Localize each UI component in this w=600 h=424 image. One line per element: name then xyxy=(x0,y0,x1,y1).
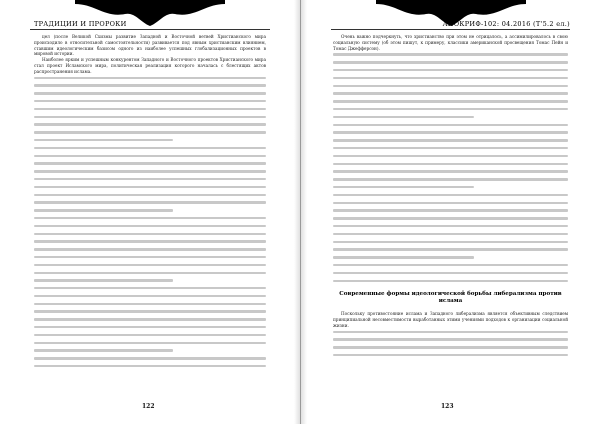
right-spine-shadow xyxy=(301,0,307,424)
text-line xyxy=(34,147,266,153)
left-paragraph-1: цел (после Великой Схизмы развитие Западной и Восточной ветвей Христианского мира происходило в относительной самостоятельности) развивается под явным христианским влиянием, ставшим идеологическим базисом одного из наиболее успешных глобализационных проектов в мировой истории. xyxy=(34,34,266,57)
text-line xyxy=(333,147,568,153)
text-line xyxy=(34,272,266,278)
text-line xyxy=(34,233,266,239)
left-paragraph-2: Наиболее ярким и успешным конкурентом Западного и Восточного проектов Христианского мира стал проект Исламского мира, политическая реализация которого началась с блестящих актов распространения ислама. xyxy=(34,57,266,74)
text-line xyxy=(333,131,568,137)
text-line xyxy=(34,84,266,90)
text-line xyxy=(333,194,568,200)
left-body-text xyxy=(34,34,266,394)
text-line xyxy=(333,186,568,192)
text-line xyxy=(333,248,568,254)
text-line xyxy=(333,155,568,161)
right-page xyxy=(301,0,600,424)
left-spine-shadow xyxy=(294,0,300,424)
text-line xyxy=(34,194,266,200)
text-line xyxy=(34,92,266,98)
text-line xyxy=(333,264,568,270)
text-line xyxy=(333,108,568,114)
text-line xyxy=(333,233,568,239)
text-line xyxy=(34,139,266,145)
text-line xyxy=(333,209,568,215)
text-line xyxy=(333,256,568,262)
text-line xyxy=(333,280,568,286)
right-running-header: АПОКРИФ-102: 04.2016 (Т'5.2 ел.) xyxy=(442,20,570,28)
text-line xyxy=(333,217,568,223)
text-line xyxy=(34,77,266,83)
text-line xyxy=(333,170,568,176)
right-paragraph-after-section: Поскольку противостояние ислама и Западного либерализма является объективным следствием принципиальной несовместимости выработанных этими учениями подходов к организации социальной жизни. xyxy=(333,311,568,328)
right-body-text xyxy=(333,34,568,394)
text-line xyxy=(34,217,266,223)
text-line xyxy=(333,354,568,360)
text-line xyxy=(34,318,266,324)
text-line xyxy=(34,209,266,215)
text-line xyxy=(34,248,266,254)
text-line xyxy=(34,334,266,340)
text-line xyxy=(34,100,266,106)
text-line xyxy=(34,201,266,207)
section-title: Современные формы идеологической борьбы либерализма против ислама xyxy=(339,291,562,305)
text-line xyxy=(333,124,568,130)
text-line xyxy=(333,346,568,352)
text-line xyxy=(34,279,266,285)
text-line xyxy=(34,349,266,355)
text-line xyxy=(34,303,266,309)
text-line xyxy=(34,310,266,316)
text-line xyxy=(34,123,266,129)
text-line xyxy=(34,295,266,301)
text-line xyxy=(34,178,266,184)
text-line xyxy=(34,225,266,231)
text-line xyxy=(34,155,266,161)
text-line xyxy=(333,92,568,98)
left-running-header: ТРАДИЦИИ И ПРОРОКИ xyxy=(34,20,127,28)
text-line xyxy=(34,326,266,332)
text-line xyxy=(333,178,568,184)
left-header-rule xyxy=(30,29,270,30)
text-line xyxy=(34,342,266,348)
text-line xyxy=(34,186,266,192)
text-line xyxy=(34,240,266,246)
text-line xyxy=(333,100,568,106)
text-line xyxy=(34,256,266,262)
text-line xyxy=(333,202,568,208)
text-line xyxy=(34,357,266,363)
text-line xyxy=(34,108,266,114)
text-line xyxy=(333,331,568,337)
text-line xyxy=(333,338,568,344)
left-page-number: 122 xyxy=(142,403,155,410)
text-line xyxy=(333,163,568,169)
right-page-number: 123 xyxy=(441,403,454,410)
text-line xyxy=(333,241,568,247)
text-line xyxy=(34,264,266,270)
text-line xyxy=(333,85,568,91)
right-paragraph-1: Очень важно подчеркнуть, что христианство при этом не отрицалось, а ассимилировалось в свою социальную систему (об этом пишут, к примеру, классики американской просвещения Томас Пейн и Томас Джефферсон). xyxy=(333,34,568,51)
text-line xyxy=(333,69,568,75)
text-line xyxy=(333,225,568,231)
text-line xyxy=(333,53,568,59)
text-line xyxy=(333,116,568,122)
text-line xyxy=(34,170,266,176)
text-line xyxy=(34,116,266,122)
text-line xyxy=(333,139,568,145)
right-text-lines-top xyxy=(333,53,568,285)
text-line xyxy=(34,162,266,168)
text-line xyxy=(34,287,266,293)
right-header-rule xyxy=(331,29,570,30)
text-line xyxy=(333,272,568,278)
text-line xyxy=(34,131,266,137)
text-line xyxy=(333,61,568,67)
text-line xyxy=(333,77,568,83)
text-line xyxy=(34,365,266,371)
right-text-lines-bottom xyxy=(333,331,568,360)
left-text-lines xyxy=(34,77,266,371)
